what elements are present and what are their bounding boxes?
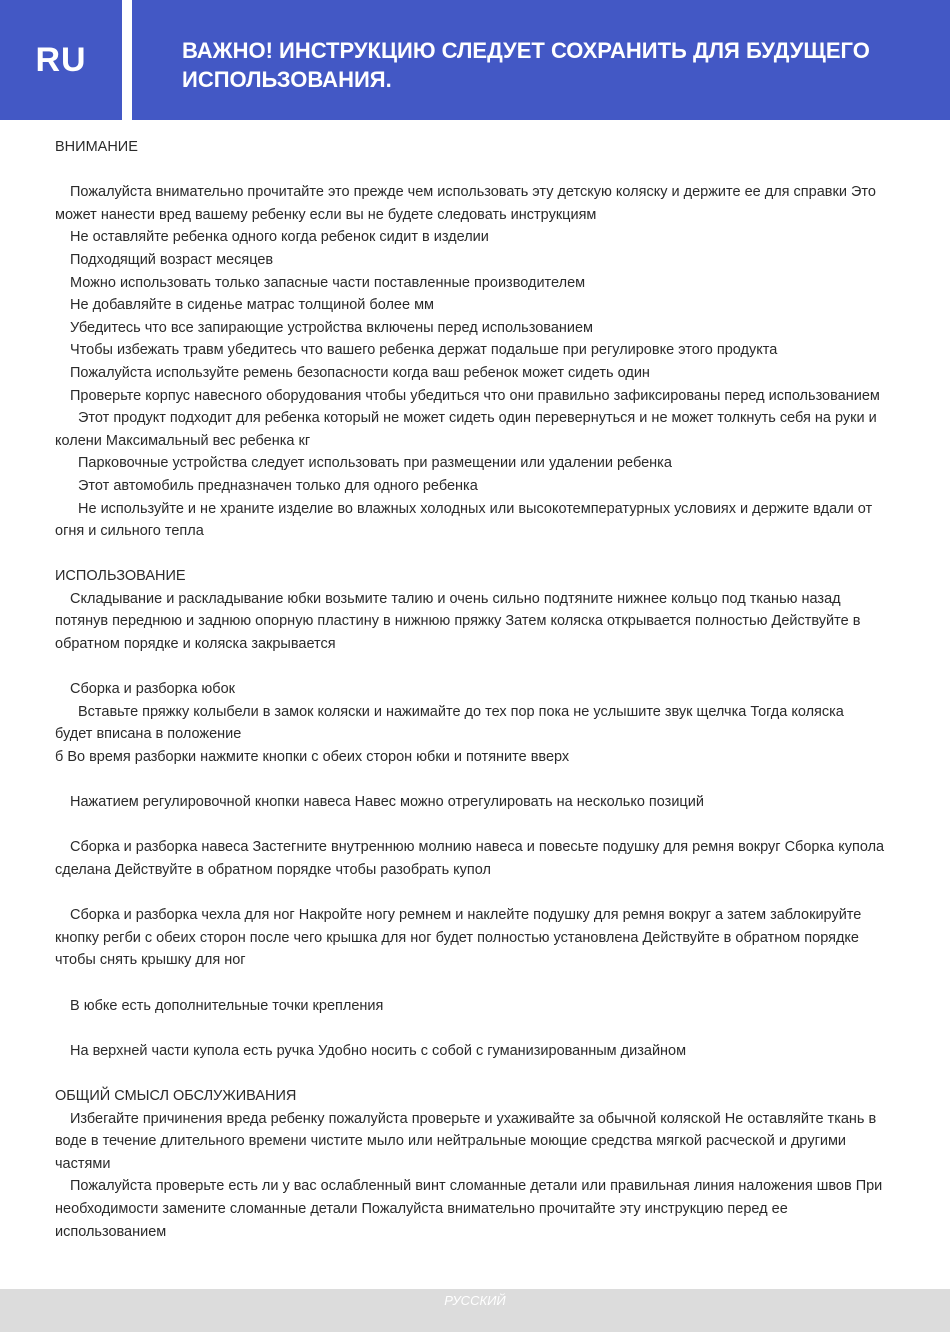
language-code: RU (35, 40, 87, 79)
text-line: Избегайте причинения вреда ребенку пожалуйста проверьте и ухаживайте за обычной коляской Не оставляйте ткань в (70, 1110, 877, 1127)
header-banner (132, 0, 950, 120)
text-line: Не используйте и не храните изделие во влажных холодных или высокотемпературных условиях и держите вдали от (78, 500, 873, 517)
text-line: Пожалуйста проверьте есть ли у вас ослабленный винт сломанные детали или правильная линия наложения швов При (70, 1178, 883, 1195)
page-title: ВАЖНО! ИНСТРУКЦИЮ СЛЕДУЕТ СОХРАНИТЬ ДЛЯ БУДУЩЕГО ИСПОЛЬЗОВАНИЯ. (182, 38, 870, 92)
section-heading-usage: ИСПОЛЬЗОВАНИЕ (55, 568, 186, 585)
spacer (55, 543, 887, 566)
text-line: кнопку регби с обеих сторон после чего крышка для ног будет полностью установлена Действуйте в обратном порядке (55, 929, 859, 946)
text-line: Сборка и разборка навеса Застегните внутреннюю молнию навеса и повесьте подушку для ремня вокруг Сборка купола (70, 839, 885, 856)
spacer (55, 1017, 887, 1040)
spacer (55, 159, 887, 182)
section-heading-warning: ВНИМАНИЕ (55, 139, 138, 155)
language-badge (0, 0, 122, 120)
text-line: огня и сильного тепла (55, 523, 204, 540)
text-line: Проверьте корпус навесного оборудования чтобы убедиться что они правильно зафиксированы перед использованием (70, 387, 880, 404)
text-line: Сборка и разборка чехла для ног Накройте ногу ремнем и наклейте подушку для ремня вокруг а затем заблокируйте (70, 907, 862, 924)
page-header (0, 0, 950, 120)
text-line: В юбке есть дополнительные точки крепления (70, 997, 384, 1014)
text-line: Можно использовать только запасные части поставленные производителем (70, 274, 586, 291)
text-line: Парковочные устройства следует использовать при размещении или удалении ребенка (78, 455, 672, 472)
instructions-body (55, 136, 887, 1243)
text-line: Нажатием регулировочной кнопки навеса Навес можно отрегулировать на несколько позиций (70, 794, 704, 811)
text-line: колени Максимальный вес ребенка кг (55, 432, 311, 449)
text-line: Не добавляйте в сиденье матрас толщиной более мм (70, 297, 435, 314)
footer-language-label: РУССКИЙ (444, 1293, 506, 1308)
text-line: Сборка и разборка юбок (70, 681, 236, 698)
text-line: Этот автомобиль предназначен только для одного ребенка (78, 477, 478, 494)
text-line: использованием (55, 1223, 167, 1240)
text-line: На верхней части купола есть ручка Удобно носить с собой с гуманизированным дизайном (70, 1042, 687, 1059)
spacer (55, 882, 887, 905)
text-line: может нанести вред вашему ребенку если вы не будете следовать инструкциям (55, 206, 597, 223)
text-line: обратном порядке и коляска закрывается (55, 636, 336, 653)
section-heading-maintenance: ОБЩИЙ СМЫСЛ ОБСЛУЖИВАНИЯ (55, 1087, 297, 1104)
text-line: Не оставляйте ребенка одного когда ребенок сидит в изделии (70, 229, 489, 246)
text-line: чтобы снять крышку для ног (55, 952, 246, 969)
text-line: Подходящий возраст месяцев (70, 251, 274, 268)
spacer (55, 769, 887, 792)
text-line: Убедитесь что все запирающие устройства включены перед использованием (70, 319, 594, 336)
text-line: Пожалуйста внимательно прочитайте это прежде чем использовать эту детскую коляску и держите ее для справки Это (70, 184, 876, 201)
text-line: Чтобы избежать травм убедитесь что вашего ребенка держат подальше при регулировке этого продукта (70, 342, 778, 359)
text-line: будет вписана в положение (55, 726, 242, 743)
header-divider (122, 0, 132, 120)
text-line: Складывание и раскладывание юбки возьмите талию и очень сильно подтяните нижнее кольцо под тканью назад (70, 590, 841, 607)
spacer (55, 656, 887, 679)
text-line: необходимости замените сломанные детали Пожалуйста внимательно прочитайте эту инструкцию перед ее (55, 1200, 788, 1217)
text-line: сделана Действуйте в обратном порядке чтобы разобрать купол (55, 862, 491, 878)
text-line: частями (55, 1155, 111, 1172)
text-line: Пожалуйста используйте ремень безопасности когда ваш ребенок может сидеть один (70, 364, 650, 381)
spacer (55, 972, 887, 995)
text-line: б Во время разборки нажмите кнопки с обеих сторон юбки и потяните вверх (55, 749, 570, 766)
text-line: Вставьте пряжку колыбели в замок коляски и нажимайте до тех пор пока не услышите звук щелчка Тогда коляска (78, 703, 844, 720)
spacer (55, 1062, 887, 1085)
page-footer (0, 1289, 950, 1332)
text-line: Этот продукт подходит для ребенка который не может сидеть один перевернуться и не может толкнуть себя на руки и (78, 410, 877, 427)
text-line: потянув переднюю и заднюю опорную пластину в нижнюю пряжку Затем коляска открывается полностью Действуйте в (55, 613, 861, 630)
spacer (55, 814, 887, 837)
text-line: воде в течение длительного времени чистите мыло или нейтральные моющие средства мягкой расческой и другими (55, 1133, 847, 1150)
